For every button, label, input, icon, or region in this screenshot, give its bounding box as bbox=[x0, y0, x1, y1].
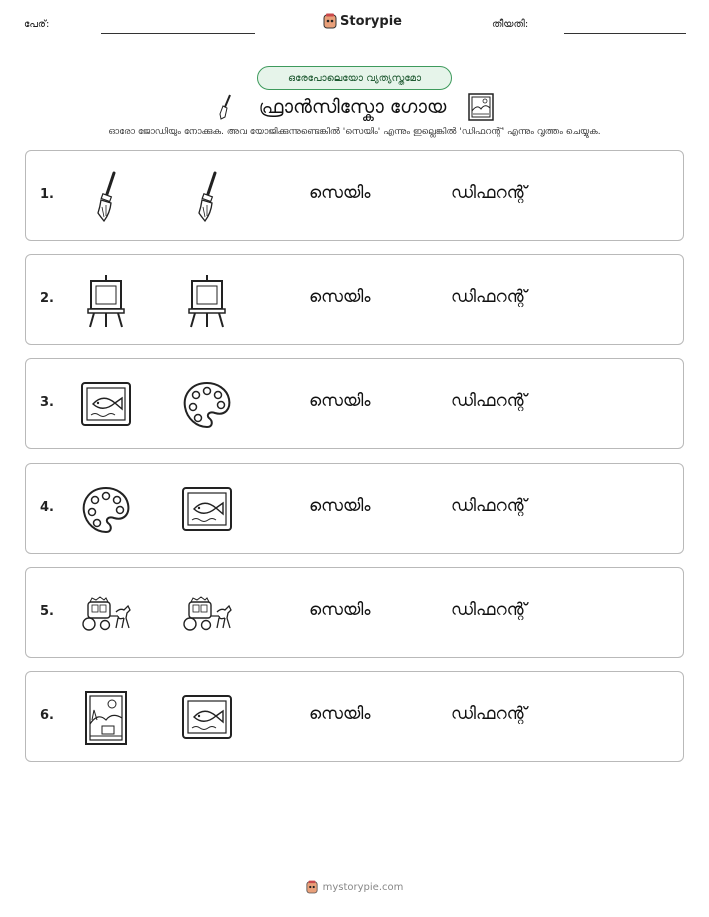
exercise-row bbox=[25, 463, 684, 554]
fish-painting-icon bbox=[179, 690, 235, 746]
exercise-row bbox=[25, 567, 684, 658]
date-line[interactable] bbox=[564, 33, 686, 34]
carriage-icon bbox=[78, 586, 134, 642]
brand-name: Storypie bbox=[340, 13, 402, 29]
row-number: 5. bbox=[40, 604, 54, 619]
worksheet-type-badge: ഒരേപോലെയോ വ്യത്യസ്തമോ bbox=[257, 66, 452, 90]
row-number: 6. bbox=[40, 708, 54, 723]
instructions: ഓരോ ജോഡിയും നോക്കുക. അവ യോജിക്കുന്നുണ്ടെങ്കിൽ 'സെയിം' എന്നും ഇല്ലെങ്കിൽ 'ഡിഫറന്റ്' എന്നും വൃത്തം ചെയ്യുക. bbox=[108, 127, 601, 137]
footer-site: mystorypie.com bbox=[322, 881, 404, 893]
name-line[interactable] bbox=[101, 33, 255, 34]
easel-icon bbox=[78, 273, 134, 329]
paintbrush-icon bbox=[179, 169, 235, 225]
same-option[interactable]: സെയിം bbox=[309, 704, 371, 724]
row-number: 1. bbox=[40, 187, 54, 202]
different-option[interactable]: ഡിഫറന്റ് bbox=[451, 600, 527, 620]
page-title: ഫ്രാൻസിസ്കോ ഗോയ bbox=[258, 96, 447, 118]
brand-logo bbox=[323, 13, 402, 29]
row-number: 2. bbox=[40, 291, 54, 306]
landscape-painting-icon bbox=[468, 93, 494, 121]
date-label: തീയതി: bbox=[492, 19, 529, 30]
same-option[interactable]: സെയിം bbox=[309, 287, 371, 307]
same-option[interactable]: സെയിം bbox=[309, 391, 371, 411]
exercise-row bbox=[25, 150, 684, 241]
landscape-painting-icon bbox=[78, 690, 134, 746]
palette-icon bbox=[179, 377, 235, 433]
exercise-row bbox=[25, 358, 684, 449]
carriage-icon bbox=[179, 586, 235, 642]
exercise-row bbox=[25, 671, 684, 762]
paintbrush-icon bbox=[215, 93, 237, 121]
same-option[interactable]: സെയിം bbox=[309, 183, 371, 203]
exercise-row bbox=[25, 254, 684, 345]
easel-icon bbox=[179, 273, 235, 329]
row-number: 3. bbox=[40, 395, 54, 410]
title-row bbox=[0, 92, 709, 122]
same-option[interactable]: സെയിം bbox=[309, 600, 371, 620]
fish-painting-icon bbox=[179, 482, 235, 538]
name-label: പേര്: bbox=[24, 19, 50, 30]
different-option[interactable]: ഡിഫറന്റ് bbox=[451, 704, 527, 724]
paintbrush-icon bbox=[78, 169, 134, 225]
storypie-logo-icon bbox=[323, 13, 337, 29]
palette-icon bbox=[78, 482, 134, 538]
different-option[interactable]: ഡിഫറന്റ് bbox=[451, 496, 527, 516]
row-number: 4. bbox=[40, 500, 54, 515]
same-option[interactable]: സെയിം bbox=[309, 496, 371, 516]
footer bbox=[0, 880, 709, 894]
fish-painting-icon bbox=[78, 377, 134, 433]
different-option[interactable]: ഡിഫറന്റ് bbox=[451, 183, 527, 203]
storypie-logo-icon bbox=[306, 880, 318, 894]
different-option[interactable]: ഡിഫറന്റ് bbox=[451, 287, 527, 307]
different-option[interactable]: ഡിഫറന്റ് bbox=[451, 391, 527, 411]
